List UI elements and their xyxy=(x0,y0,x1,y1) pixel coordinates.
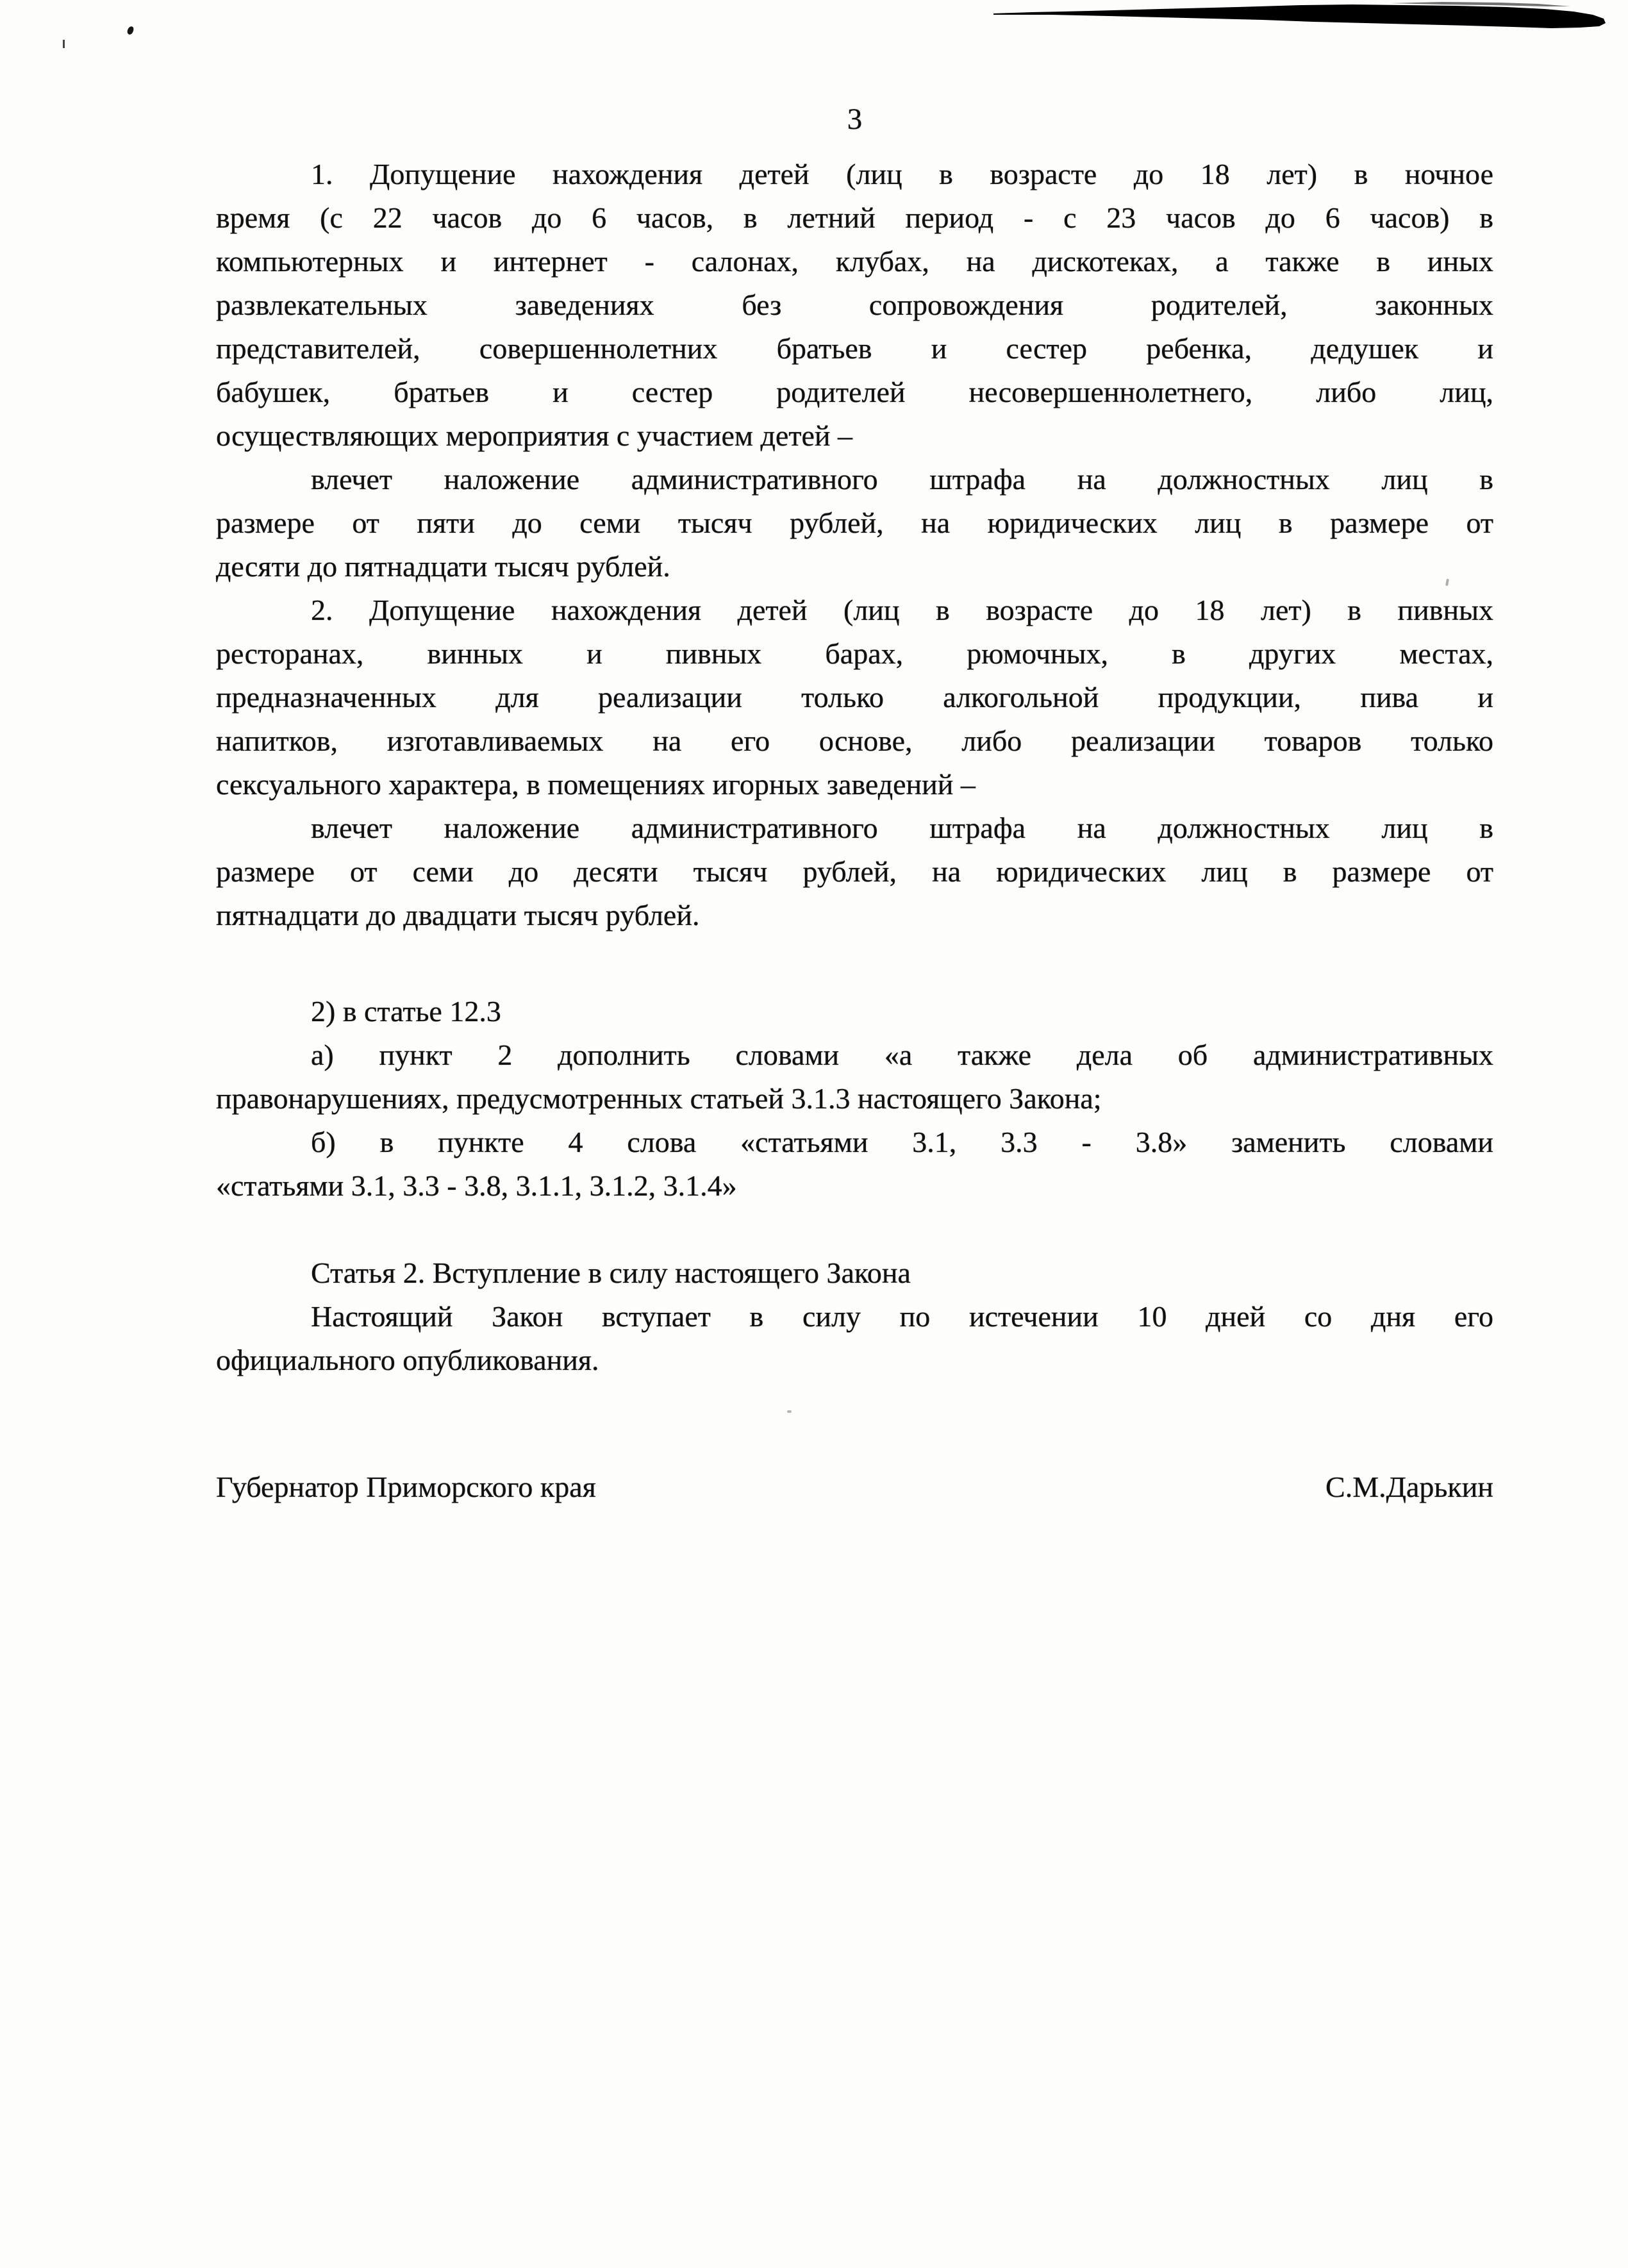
amendment-2-sub-b xyxy=(216,1121,1493,1208)
text-line: влечет наложение административного штрафа на должностных лиц в xyxy=(311,812,1493,844)
text-line: сексуального характера, в помещениях игорных заведений – xyxy=(216,768,976,801)
text-line: влечет наложение административного штрафа на должностных лиц в xyxy=(311,463,1493,496)
scan-speck xyxy=(63,40,65,48)
text-line: время (с 22 часов до 6 часов, в летний период - с 23 часов до 6 часов) в xyxy=(216,201,1493,234)
article-2-title xyxy=(216,1251,1493,1295)
amendment-2-heading xyxy=(216,990,1493,1033)
text-line: представителей, совершеннолетних братьев и сестер ребенка, дедушек и xyxy=(216,332,1493,365)
penalty-1-paragraph xyxy=(216,458,1493,588)
document-text-column xyxy=(216,153,1493,1509)
signatory-position: Губернатор Приморского края xyxy=(216,1471,596,1503)
text-line: б) в пункте 4 слова «статьями 3.1, 3.3 - 3.8» заменить словами xyxy=(311,1126,1493,1158)
text-line: Настоящий Закон вступает в силу по истечении 10 дней со дня его xyxy=(311,1300,1493,1333)
scan-artifact-streak xyxy=(993,0,1628,38)
text-line: ресторанах, винных и пивных барах, рюмочных, в других местах, xyxy=(216,637,1493,670)
text-line: развлекательных заведениях без сопровождения родителей, законных xyxy=(216,288,1493,321)
penalty-2-paragraph xyxy=(216,806,1493,937)
text-line: осуществляющих мероприятия с участием детей – xyxy=(216,419,852,452)
scan-speck xyxy=(127,26,135,35)
text-line: размере от пяти до семи тысяч рублей, на юридических лиц в размере от xyxy=(216,506,1493,539)
text-line: напитков, изготавливаемых на его основе, либо реализации товаров только xyxy=(216,724,1493,757)
signatory-name: С.М.Дарькин xyxy=(1325,1471,1493,1503)
text-line: правонарушениях, предусмотренных статьей 3.1.3 настоящего Закона; xyxy=(216,1082,1102,1115)
article-2-body xyxy=(216,1295,1493,1382)
text-line: размере от семи до десяти тысяч рублей, на юридических лиц в размере от xyxy=(216,855,1493,888)
page-number: 3 xyxy=(847,103,863,136)
text-line: Статья 2. Вступление в силу настоящего Закона xyxy=(311,1256,911,1289)
text-line: официального опубликования. xyxy=(216,1344,599,1376)
clause-1-paragraph xyxy=(216,153,1493,458)
text-line: «статьями 3.1, 3.3 - 3.8, 3.1.1, 3.1.2, 3.1.4» xyxy=(216,1169,737,1202)
text-line: 2) в статье 12.3 xyxy=(311,995,501,1028)
text-line: компьютерных и интернет - салонах, клубах, на дискотеках, а также в иных xyxy=(216,245,1493,278)
clause-2-paragraph xyxy=(216,588,1493,806)
text-line: десяти до пятнадцати тысяч рублей. xyxy=(216,550,670,583)
text-line: 2. Допущение нахождения детей (лиц в возрасте до 18 лет) в пивных xyxy=(311,594,1493,626)
amendment-2-sub-a xyxy=(216,1033,1493,1121)
text-line: предназначенных для реализации только алкогольной продукции, пива и xyxy=(216,681,1493,713)
signature-row xyxy=(216,1465,1493,1509)
text-line: а) пункт 2 дополнить словами «а также дела об административных xyxy=(311,1038,1493,1071)
text-line: бабушек, братьев и сестер родителей несовершеннолетнего, либо лиц, xyxy=(216,376,1493,408)
text-line: пятнадцати до двадцати тысяч рублей. xyxy=(216,899,700,931)
text-line: 1. Допущение нахождения детей (лиц в возрасте до 18 лет) в ночное xyxy=(311,158,1493,190)
